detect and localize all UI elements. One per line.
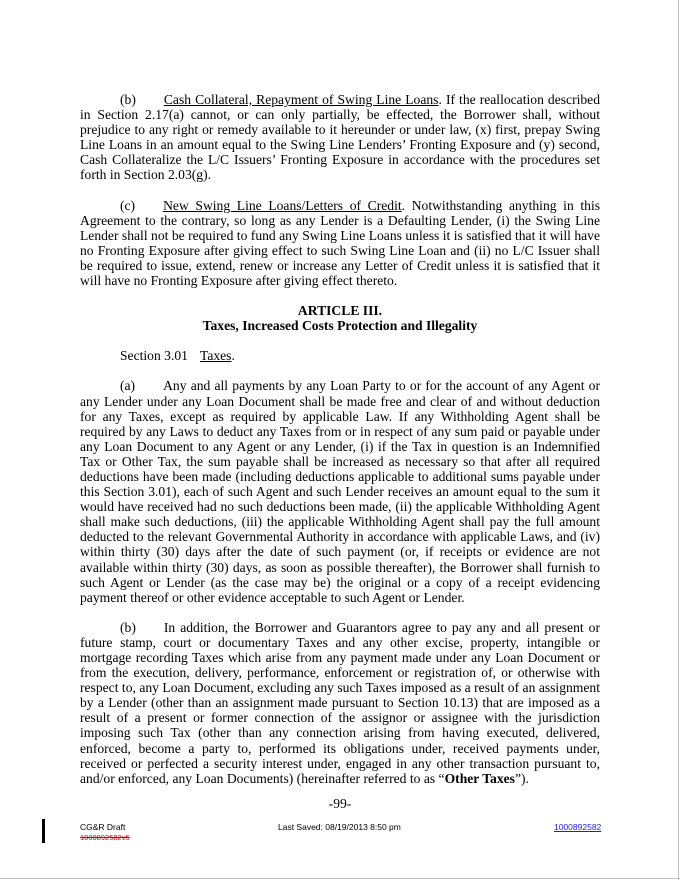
paragraph-c-new-swing-line: (c) New Swing Line Loans/Letters of Credit. Notwithstanding anything in this Agreement to the contrary, so long as any Lender is a Defaulting Lender, (i) the Swing Line Lender shall not be required to fund any Swing Line Loans unless it is satisfied that it will have no Fronting Exposure after giving effect to such Swing Line Loan and (ii) no L/C Issuer shall be required to issue, extend, renew or increase any Letter of Credit unless it is satisfied that it will have no Fronting Exposure after giving effect thereto. xyxy=(80,197,601,289)
footer-draft-block xyxy=(80,822,130,842)
section-title: Taxes xyxy=(199,348,232,364)
paragraph-label: (a) xyxy=(120,378,136,394)
paragraph-body: Any and all payments by any Loan Party to or for the account of any Agent or any Lender under any Loan Document shall be made free and clear of and without deduction for any Taxes, except as required by applicable Law. If any Withholding Agent shall be required by any Laws to deduct any Taxes from or in respect of any sum paid or payable under any Loan Document to any Agent or any Lender, (i) if the Tax in question is an Indemnified Tax or Other Tax, the sum payable shall be increased as necessary so that after all required deductions have been made (including deductions applicable to additional sums payable under this Section 3.01), each of such Agent and such Lender receives an amount equal to the sum it would have received had no such deductions been made, (ii) the applicable Withholding Agent shall make such deductions, (iii) the applicable Withholding Agent shall pay the full amount deducted to the relevant Governmental Authority in accordance with applicable Laws, and (iv) within thirty (30) days after the date of such payment (or, if receipts or evidence are not available within thirty (30) days, as soon as possible thereafter), the Borrower shall furnish to such Agent or Lender (as the case may be) the original or a copy of a receipt evidencing payment thereof or other evidence acceptable to such Agent or Lender. xyxy=(80,378,600,605)
article-title: Taxes, Increased Costs Protection and Illegality xyxy=(202,318,478,334)
section-number: Section 3.01 xyxy=(120,348,188,364)
footer-doc-number-link[interactable]: 1000892582 xyxy=(554,822,602,832)
footer-draft-label: CG&R Draft xyxy=(80,822,126,832)
paragraph-label: (c) xyxy=(120,197,136,213)
page-number: -99- xyxy=(328,796,352,811)
footer-old-doc-number: 1000892582v5 xyxy=(80,833,130,842)
paragraph-b-other-taxes xyxy=(80,620,600,786)
document-body xyxy=(80,92,600,786)
paragraph-heading: New Swing Line Loans/Letters of Credit xyxy=(163,197,402,213)
footer-last-saved: Last Saved: 08/19/2013 8:50 pm xyxy=(278,822,401,832)
section-heading: Section 3.01 Taxes. xyxy=(120,348,235,364)
paragraph-body: Notwithstanding anything in this Agreement to the contrary, so long as any Lender is a Defaulting Lender, (i) the Swing Line Lender shall not be required to fund any Swing Line Loans unless it is satisfied that it will have no Fronting Exposure after giving effect to such Swing Line Loan and (ii) no L/C Issuer shall be required to issue, extend, renew or increase any Letter of Credit unless it is satisfied that it will have no Fronting Exposure after giving effect thereto. xyxy=(80,197,601,289)
defined-term: Other Taxes xyxy=(444,770,515,786)
paragraph-body: If the reallocation described in Section 2.17(a) cannot, or can only partially, be effected, the Borrower shall, without prejudice to any right or remedy available to it hereunder or under law, (x) first, prepay Swing Line Loans in an amount equal to the Swing Line Lenders’ Fronting Exposure and (y) second, Cash Collateralize the L/C Issuers’ Fronting Exposure in accordance with the procedures set forth in Section 2.03(g). xyxy=(80,92,601,183)
page-edge-right xyxy=(678,0,679,880)
paragraph-a-taxes xyxy=(80,378,600,604)
paragraph-closing: ”). xyxy=(514,770,529,786)
article-number: ARTICLE III. xyxy=(297,303,383,319)
page-edge-bottom xyxy=(0,878,680,879)
paragraph-label: (b) xyxy=(120,619,136,635)
paragraph-b-cash-collateral: (b) Cash Collateral, Repayment of Swing Line Loans. If the reallocation described in Section 2.17(a) cannot, or can only partially, be effected, the Borrower shall, without prejudice to any right or remedy available to it hereunder or under law, (x) first, prepay Swing Line Loans in an amount equal to the Swing Line Lenders’ Fronting Exposure and (y) second, Cash Collateralize the L/C Issuers’ Fronting Exposure in accordance with the procedures set forth in Section 2.03(g). xyxy=(80,92,601,183)
paragraph-label: (b) xyxy=(120,92,136,107)
paragraph-heading: Cash Collateral, Repayment of Swing Line Loans xyxy=(163,92,439,107)
paragraph-body: In addition, the Borrower and Guarantors agree to pay any and all present or future stamp, court or documentary Taxes and any other excise, property, intangible or mortgage recording Taxes which arise from any payment made under any Loan Document or from the execution, delivery, performance, enforcement or registration of, or otherwise with respect to, any Loan Document, excluding any such Taxes imposed as a result of an assignment by a Lender (other than an assignment made pursuant to Section 10.13) that are imposed as a result of a present or former connection of the assignor or assignee with the jurisdiction imposing such Tax (other than any connection arising from having executed, delivered, enforced, become a party to, performed its obligations under, received payments under, received or perfected a security interest under, engaged in any other transaction pursuant to, and/or enforced, any Loan Documents) (hereinafter referred to as “ xyxy=(80,619,600,786)
change-bar xyxy=(42,819,45,843)
